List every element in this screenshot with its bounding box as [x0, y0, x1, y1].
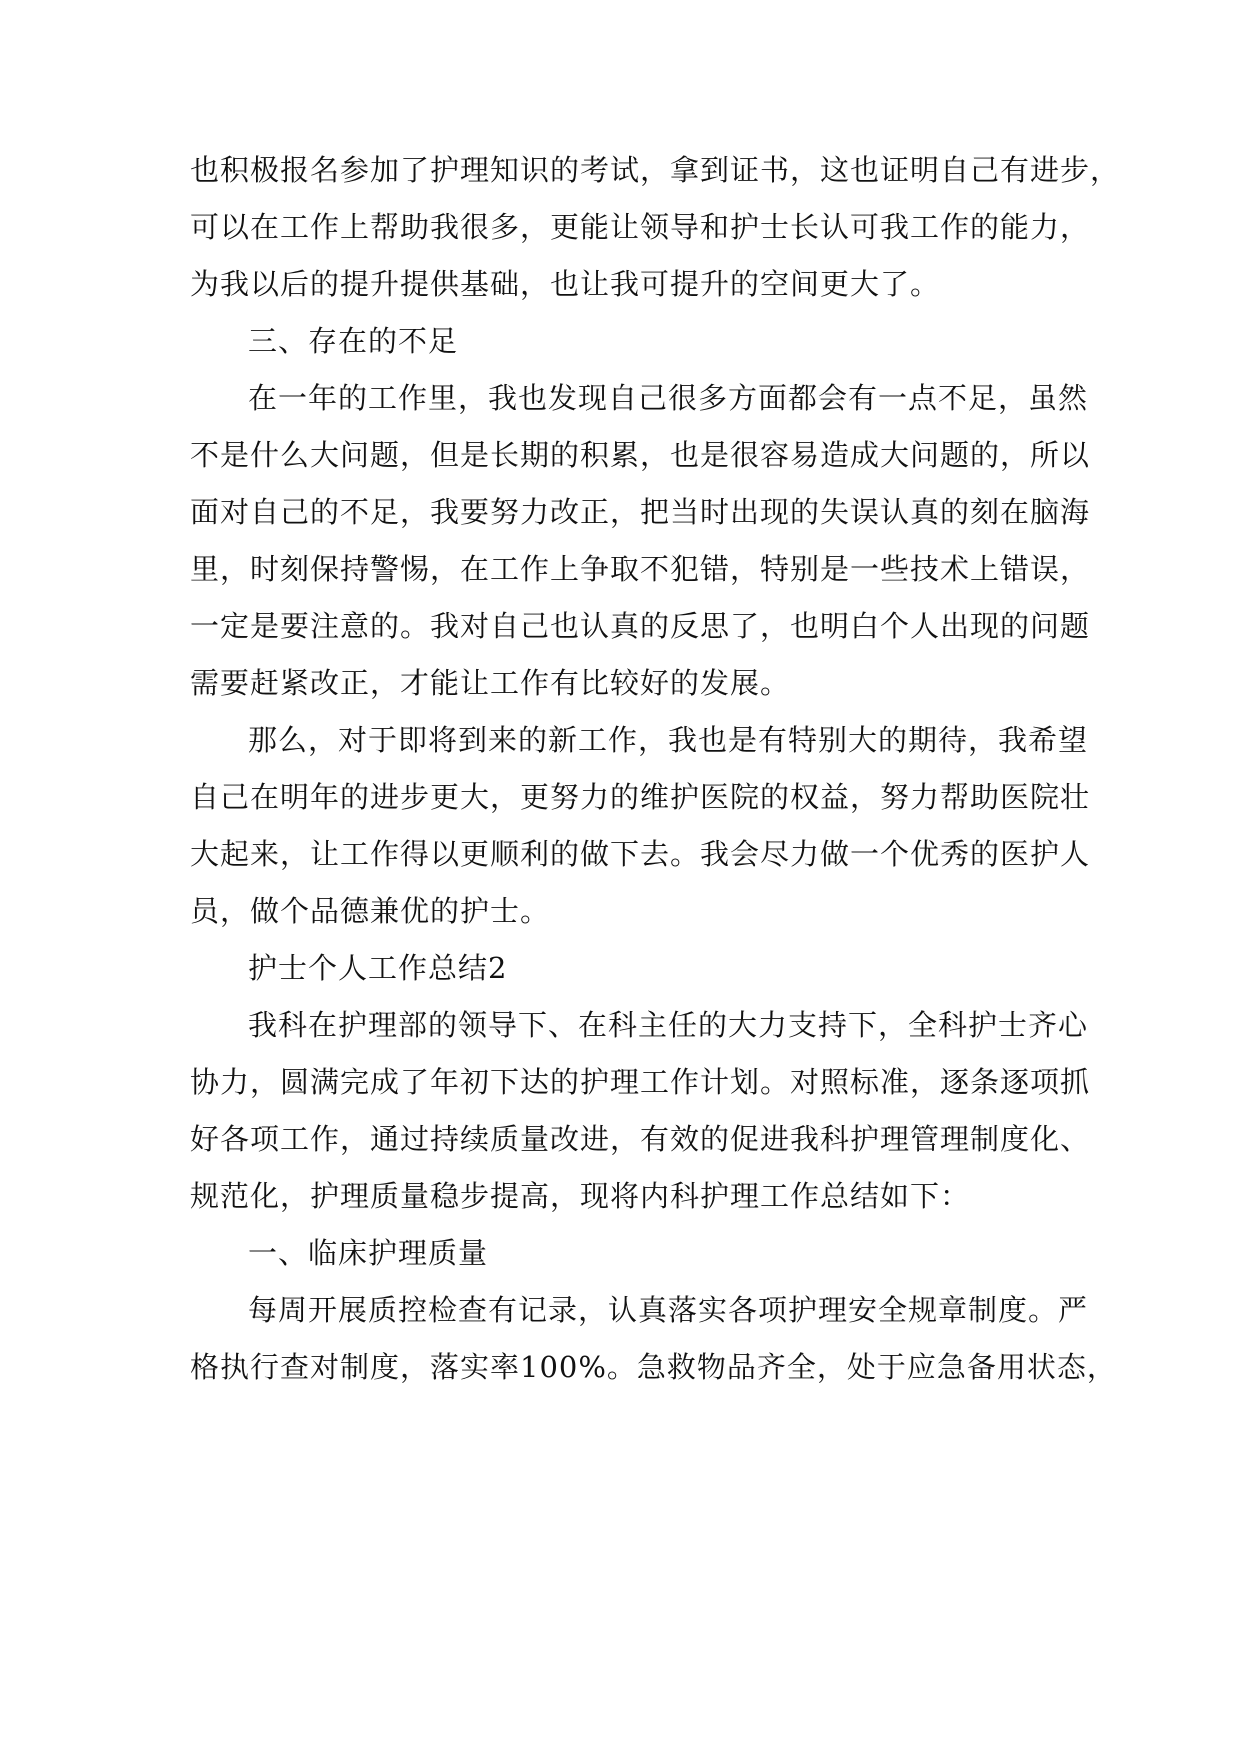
- text-line: 那么，对于即将到来的新工作，我也是有特别大的期待，我希望: [248, 723, 1089, 757]
- text-line: 面对自己的不足，我要努力改正，把当时出现的失误认真的刻在脑海: [190, 495, 1091, 529]
- text-line: 规范化，护理质量稳步提高，现将内科护理工作总结如下：: [190, 1179, 971, 1213]
- section-heading: 三、存在的不足: [248, 324, 459, 358]
- section-heading: 护士个人工作总结2: [248, 951, 508, 985]
- section-heading: 一、临床护理质量: [248, 1236, 489, 1270]
- text-line: 员，做个品德兼优的护士。: [190, 894, 551, 928]
- text-line: 在一年的工作里，我也发现自己很多方面都会有一点不足，虽然: [248, 381, 1089, 415]
- text-line: 大起来，让工作得以更顺利的做下去。我会尽力做一个优秀的医护人: [190, 837, 1091, 871]
- text-line: 一定是要注意的。我对自己也认真的反思了，也明白个人出现的问题: [190, 609, 1091, 643]
- text-line: 里，时刻保持警惕，在工作上争取不犯错，特别是一些技术上错误，: [190, 552, 1091, 586]
- text-line: 也积极报名参加了护理知识的考试，拿到证书，这也证明自己有进步，: [190, 153, 1121, 187]
- text-line: 协力，圆满完成了年初下达的护理工作计划。对照标准，逐条逐项抓: [190, 1065, 1091, 1099]
- text-line: 格执行查对制度，落实率100%。急救物品齐全，处于应急备用状态，: [190, 1350, 1117, 1384]
- text-line: 每周开展质控检查有记录，认真落实各项护理安全规章制度。严: [248, 1293, 1089, 1327]
- text-line: 自己在明年的进步更大，更努力的维护医院的权益，努力帮助医院壮: [190, 780, 1091, 814]
- text-line: 不是什么大问题，但是长期的积累，也是很容易造成大问题的，所以: [190, 438, 1091, 472]
- text-line: 为我以后的提升提供基础，也让我可提升的空间更大了。: [190, 267, 941, 301]
- text-line: 我科在护理部的领导下、在科主任的大力支持下，全科护士齐心: [248, 1008, 1089, 1042]
- text-line: 需要赶紧改正，才能让工作有比较好的发展。: [190, 666, 791, 700]
- text-line: 可以在工作上帮助我很多，更能让领导和护士长认可我工作的能力，: [190, 210, 1091, 244]
- text-line: 好各项工作，通过持续质量改进，有效的促进我科护理管理制度化、: [190, 1122, 1091, 1156]
